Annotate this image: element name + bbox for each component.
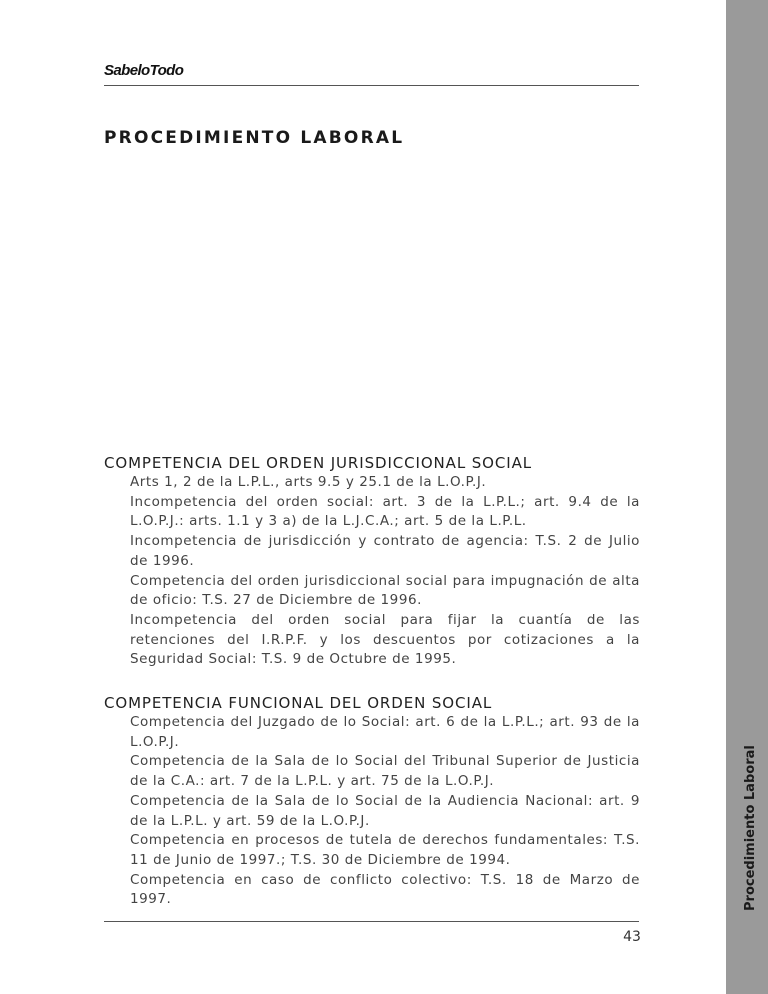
entry: Incompetencia de jurisdicción y contrato de agencia: T.S. 2 de Julio de 1996.: [130, 533, 640, 569]
entry: Competencia en procesos de tutela de derechos fundamentales: T.S. 11 de Junio de 1997.; T.S. 30 de Diciembre de 1994.: [130, 832, 640, 868]
page-title: PROCEDIMIENTO LABORAL: [104, 128, 405, 148]
page-number: 43: [623, 929, 641, 945]
entry: Competencia en caso de conflicto colectivo: T.S. 18 de Marzo de 1997.: [130, 871, 640, 908]
entry: Incompetencia del orden social para fijar la cuantía de las retenciones del I.R.P.F. y los descuentos por cotizaciones a la Seguridad Social: T.S. 9 de Octubre de 1995.: [130, 611, 640, 668]
entry: Arts 1, 2 de la L.P.L., arts 9.5 y 25.1 de la L.O.P.J.: [130, 474, 487, 490]
entry-list: [130, 713, 640, 910]
footer-rule: [104, 921, 639, 922]
section-heading: COMPETENCIA FUNCIONAL DEL ORDEN SOCIAL: [104, 694, 493, 712]
section-competencia-funcional: [104, 694, 644, 910]
entry: Competencia del Juzgado de lo Social: art. 6 de la L.P.L.; art. 93 de la L.O.P.J.: [130, 714, 640, 750]
section-competencia-orden-jurisdiccional: [104, 454, 644, 670]
entry-list: [130, 473, 640, 670]
entry: Competencia de la Sala de lo Social del Tribunal Superior de Justicia de la C.A.: art. 7 de la L.P.L. y art. 75 de la L.O.P.J.: [130, 753, 640, 790]
header-rule: [104, 85, 639, 86]
side-tab-label: Procedimiento Laboral: [743, 745, 758, 911]
brand-logo: SabeloTodo: [104, 62, 184, 79]
entry: Incompetencia del orden social: art. 3 de la L.P.L.; art. 9.4 de la L.O.P.J.: arts. 1.1 y 3 a) de la L.J.C.A.; art. 5 de la L.P.L.: [130, 493, 640, 530]
section-heading: COMPETENCIA DEL ORDEN JURISDICCIONAL SOCIAL: [104, 454, 533, 472]
entry: Competencia de la Sala de lo Social de la Audiencia Nacional: art. 9 de la L.P.L. y art. 59 de la L.O.P.J.: [130, 792, 640, 829]
entry: Competencia del orden jurisdiccional social para impugnación de alta de oficio: T.S. 27 de Diciembre de 1996.: [130, 572, 640, 609]
